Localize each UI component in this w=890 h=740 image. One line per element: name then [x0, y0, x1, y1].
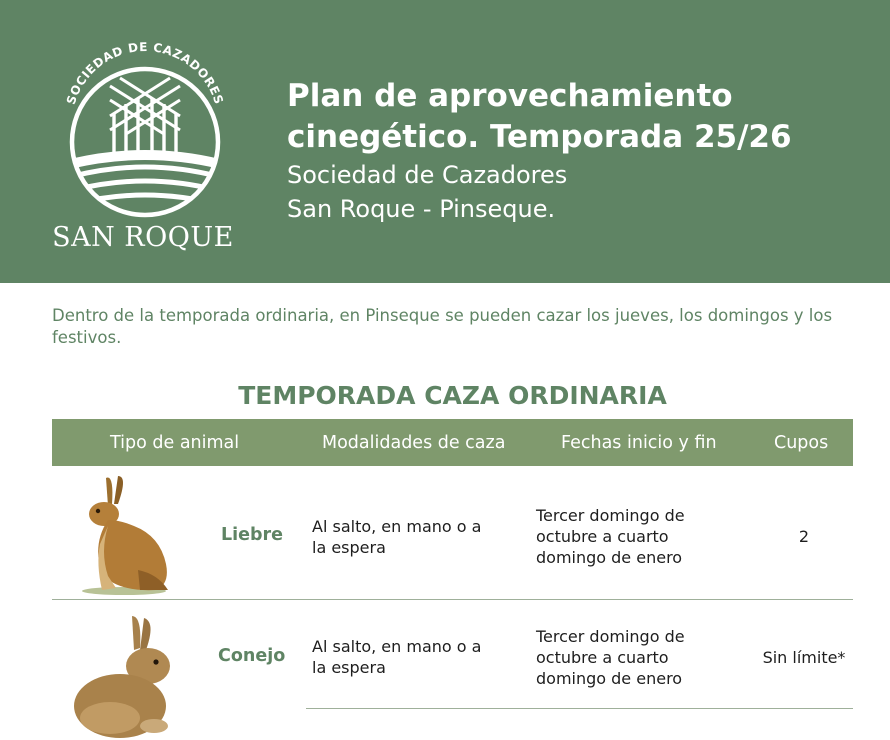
hare-illustration	[78, 474, 178, 596]
svg-text:SOCIEDAD DE CAZADORES: SOCIEDAD DE CAZADORES	[63, 42, 227, 107]
column-header-cupos: Cupos	[774, 433, 829, 453]
fechas-cell: Tercer domingo de octubre a cuarto domingo de enero	[536, 627, 685, 688]
subtitle-line-2: San Roque - Pinseque.	[287, 195, 556, 223]
subtitle-line-1: Sociedad de Cazadores	[287, 161, 568, 189]
intro-paragraph: Dentro de la temporada ordinaria, en Pinseque se pueden cazar los jueves, los domingos y los festivos.	[52, 306, 833, 347]
page-title: Plan de aprovechamiento cinegético. Temporada 25/26	[287, 78, 792, 155]
row-divider	[52, 599, 853, 600]
section-title: TEMPORADA CAZA ORDINARIA	[238, 381, 667, 410]
animal-name: Liebre	[221, 525, 284, 545]
modalidad-cell: Al salto, en mano o a la espera	[312, 517, 482, 557]
page-subtitle	[287, 158, 877, 226]
logo-wordmark: SAN ROQUE	[52, 222, 234, 253]
modalidad-cell: Al salto, en mano o a la espera	[312, 637, 482, 677]
column-header-fechas: Fechas inicio y fin	[561, 433, 717, 453]
rabbit-illustration	[70, 614, 182, 738]
cupo-cell: Sin límite*	[762, 648, 846, 667]
animal-name: Conejo	[218, 646, 286, 666]
row-divider	[306, 708, 853, 709]
table-header-row	[52, 419, 853, 466]
cupo-cell: 2	[798, 527, 810, 546]
column-header-animal: Tipo de animal	[110, 433, 240, 453]
fechas-cell: Tercer domingo de octubre a cuarto domingo de enero	[536, 506, 685, 567]
column-header-modalidad: Modalidades de caza	[322, 433, 506, 453]
header-banner	[0, 0, 890, 283]
